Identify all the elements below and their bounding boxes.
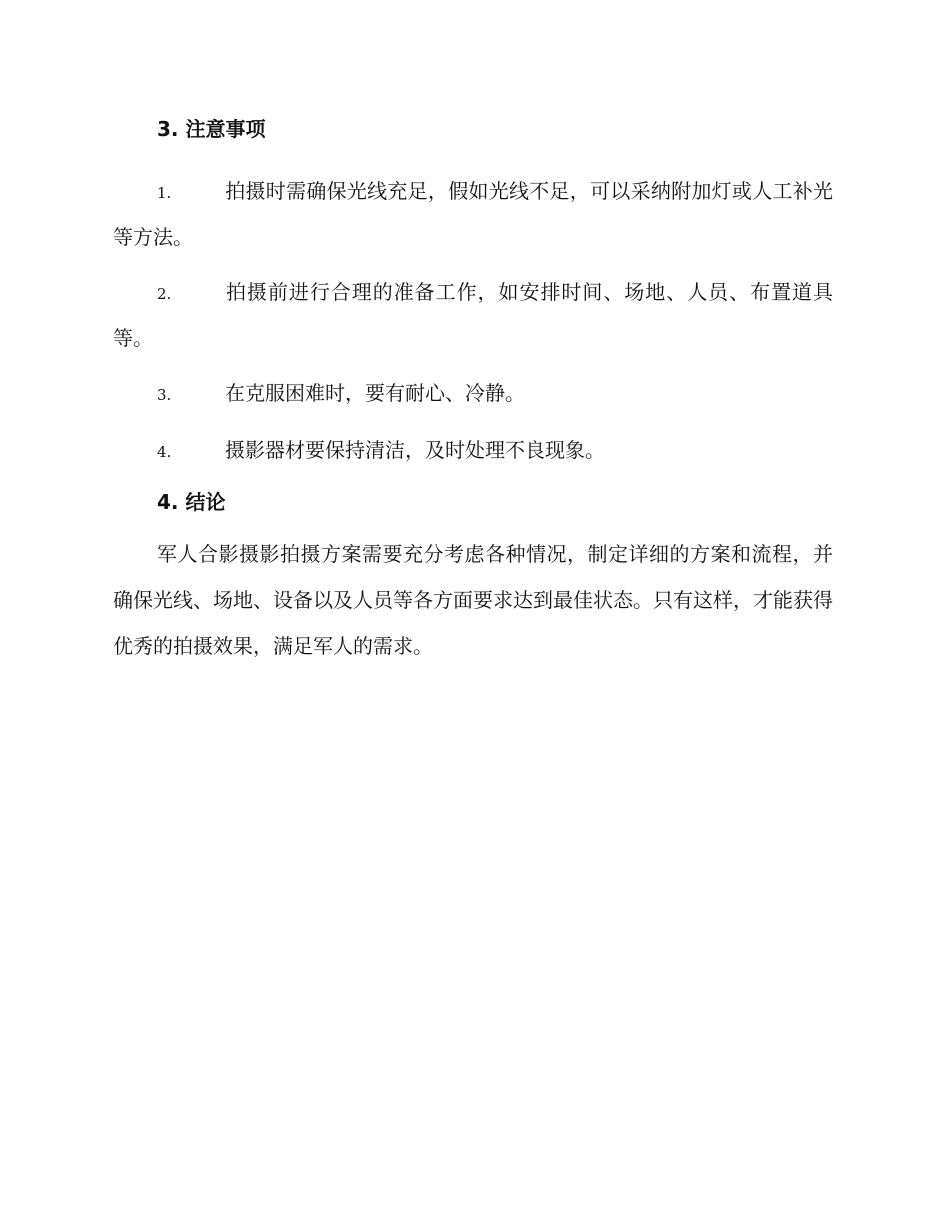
list-item-number: 4. — [157, 443, 172, 461]
section-heading-conclusion: 4. 结论 — [157, 490, 226, 514]
list-item-text: 拍摄时需确保光线充足，假如光线不足，可以采纳附加灯或人工补光等方法。 — [113, 179, 833, 249]
list-item-text: 摄影器材要保持清洁，及时处理不良现象。 — [225, 438, 605, 462]
conclusion-paragraph: 军人合影摄影拍摄方案需要充分考虑各种情况，制定详细的方案和流程，并确保光线、场地、设备以及人员等各方面要求达到最佳状态。只有这样，才能获得优秀的拍摄效果，满足军人的需求。 — [113, 542, 833, 658]
section-heading-notes: 3. 注意事项 — [157, 117, 266, 141]
list-item — [113, 371, 833, 417]
list-item — [113, 428, 833, 474]
document-content — [113, 112, 833, 669]
list-item-text: 拍摄前进行合理的准备工作，如安排时间、场地、人员、布置道具等。 — [113, 280, 833, 350]
list-item-number: 3. — [157, 386, 172, 404]
list-item — [113, 169, 833, 259]
list-item-number: 1. — [157, 184, 172, 202]
list-item-number: 2. — [157, 285, 172, 303]
list-item — [113, 270, 833, 360]
list-item-text: 在克服困难时，要有耐心、冷静。 — [225, 381, 525, 405]
